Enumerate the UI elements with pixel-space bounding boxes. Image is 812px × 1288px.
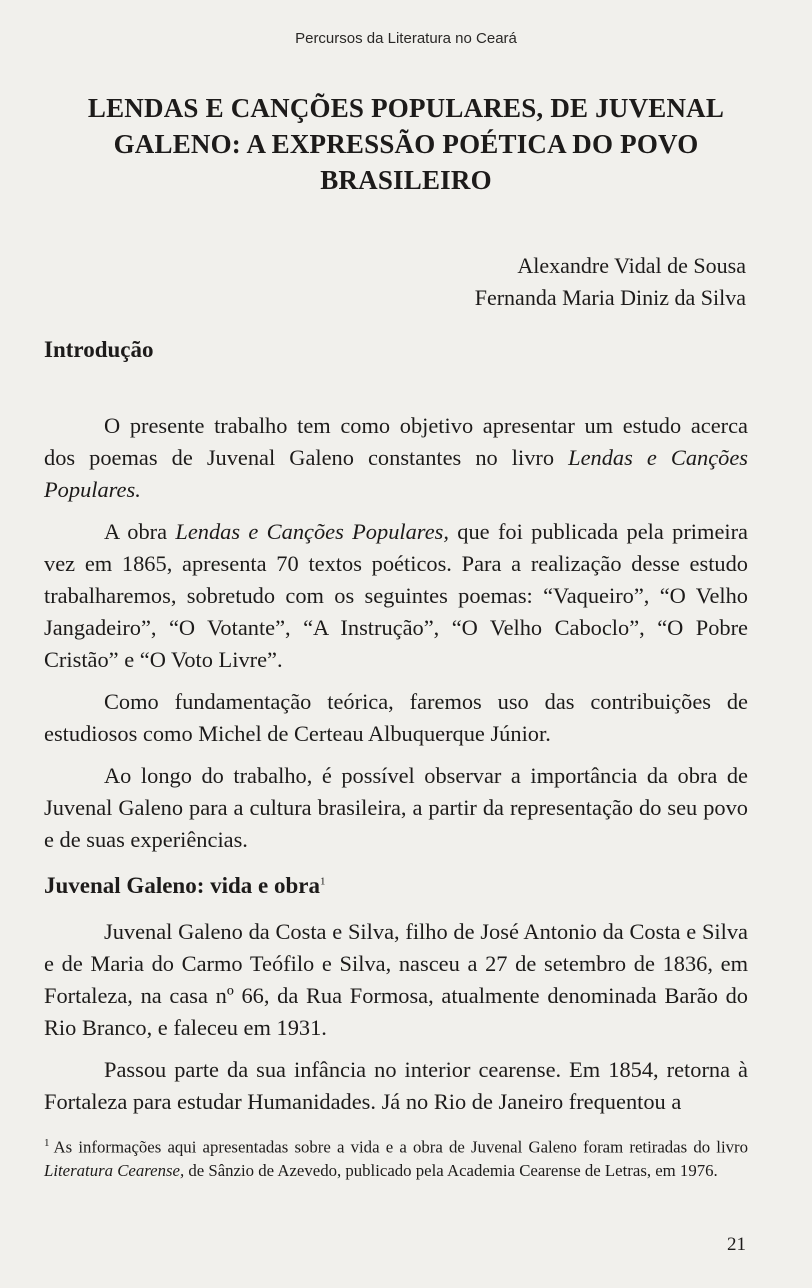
paragraph: Juvenal Galeno da Costa e Silva, filho de José Antonio da Costa e Silva e de Maria do Carmo Teófilo e Silva, nasceu a 27 de setembro de 1836, em Fortaleza, na casa nº 66, da Rua Formosa, atualmente denominada Barão do Rio Branco, e faleceu em 1931.: [44, 919, 748, 1040]
author-list: [475, 250, 746, 314]
introduction-text: [44, 410, 748, 856]
footnote-mark: 1: [44, 1137, 50, 1149]
book-title: Lendas e Canções Populares,: [175, 519, 449, 544]
book-title: Lendas e Canções Populares.: [44, 445, 749, 502]
chapter-title: [80, 90, 732, 198]
paragraph: Passou parte da sua infância no interior cearense. Em 1854, retorna à Fortaleza para estudar Humanidades. Já no Rio de Janeiro frequentou a: [44, 1057, 748, 1114]
footnote-reference[interactable]: 1: [320, 875, 326, 888]
section-heading-introducao: Introdução: [44, 337, 154, 362]
footnote: $^1$ As informações aqui apresentadas sobre a vida e a obra de Juvenal Galeno foram retiradas do livro Literatura Cearense, de Sânzio de Azevedo, publicado pela Academia Cearense de Letras, em 1976.: [44, 1137, 748, 1180]
paragraph: Como fundamentação teórica, faremos uso das contribuições de estudiosos como Michel de Certeau Albuquerque Júnior.: [44, 689, 748, 746]
title-line: BRASILEIRO: [320, 165, 492, 195]
paragraph: Ao longo do trabalho, é possível observar a importância da obra de Juvenal Galeno para a cultura brasileira, a partir da representação do seu povo e de suas experiências.: [44, 763, 748, 852]
section-heading-vida-e-obra: Juvenal Galeno: vida e obra$^1$: [44, 873, 326, 898]
biography-text: [44, 916, 748, 1118]
author-name: Alexandre Vidal de Sousa: [517, 253, 746, 278]
paragraph: O presente trabalho tem como objetivo apresentar um estudo acerca dos poemas de Juvenal Galeno constantes no livro Lendas e Canções Populares.: [44, 413, 749, 502]
page-number: 21: [727, 1234, 746, 1255]
running-head: Percursos da Literatura no Ceará: [295, 30, 517, 47]
author-name: Fernanda Maria Diniz da Silva: [474, 285, 746, 310]
title-line: LENDAS E CANÇÕES POPULARES, DE JUVENAL: [87, 93, 725, 123]
title-line: GALENO: A EXPRESSÃO POÉTICA DO POVO: [113, 129, 699, 159]
book-title: Literatura Cearense,: [44, 1160, 185, 1180]
paragraph: A obra Lendas e Canções Populares, que foi publicada pela primeira vez em 1865, apresenta 70 textos poéticos. Para a realização desse estudo trabalharemos, sobretudo com os seguintes poemas: “Vaqueiro”, “O Velho Jangadeiro”, “O Votante”, “A Instrução”, “O Velho Caboclo”, “O Pobre Cristão” e “O Voto Livre”.: [44, 519, 748, 672]
